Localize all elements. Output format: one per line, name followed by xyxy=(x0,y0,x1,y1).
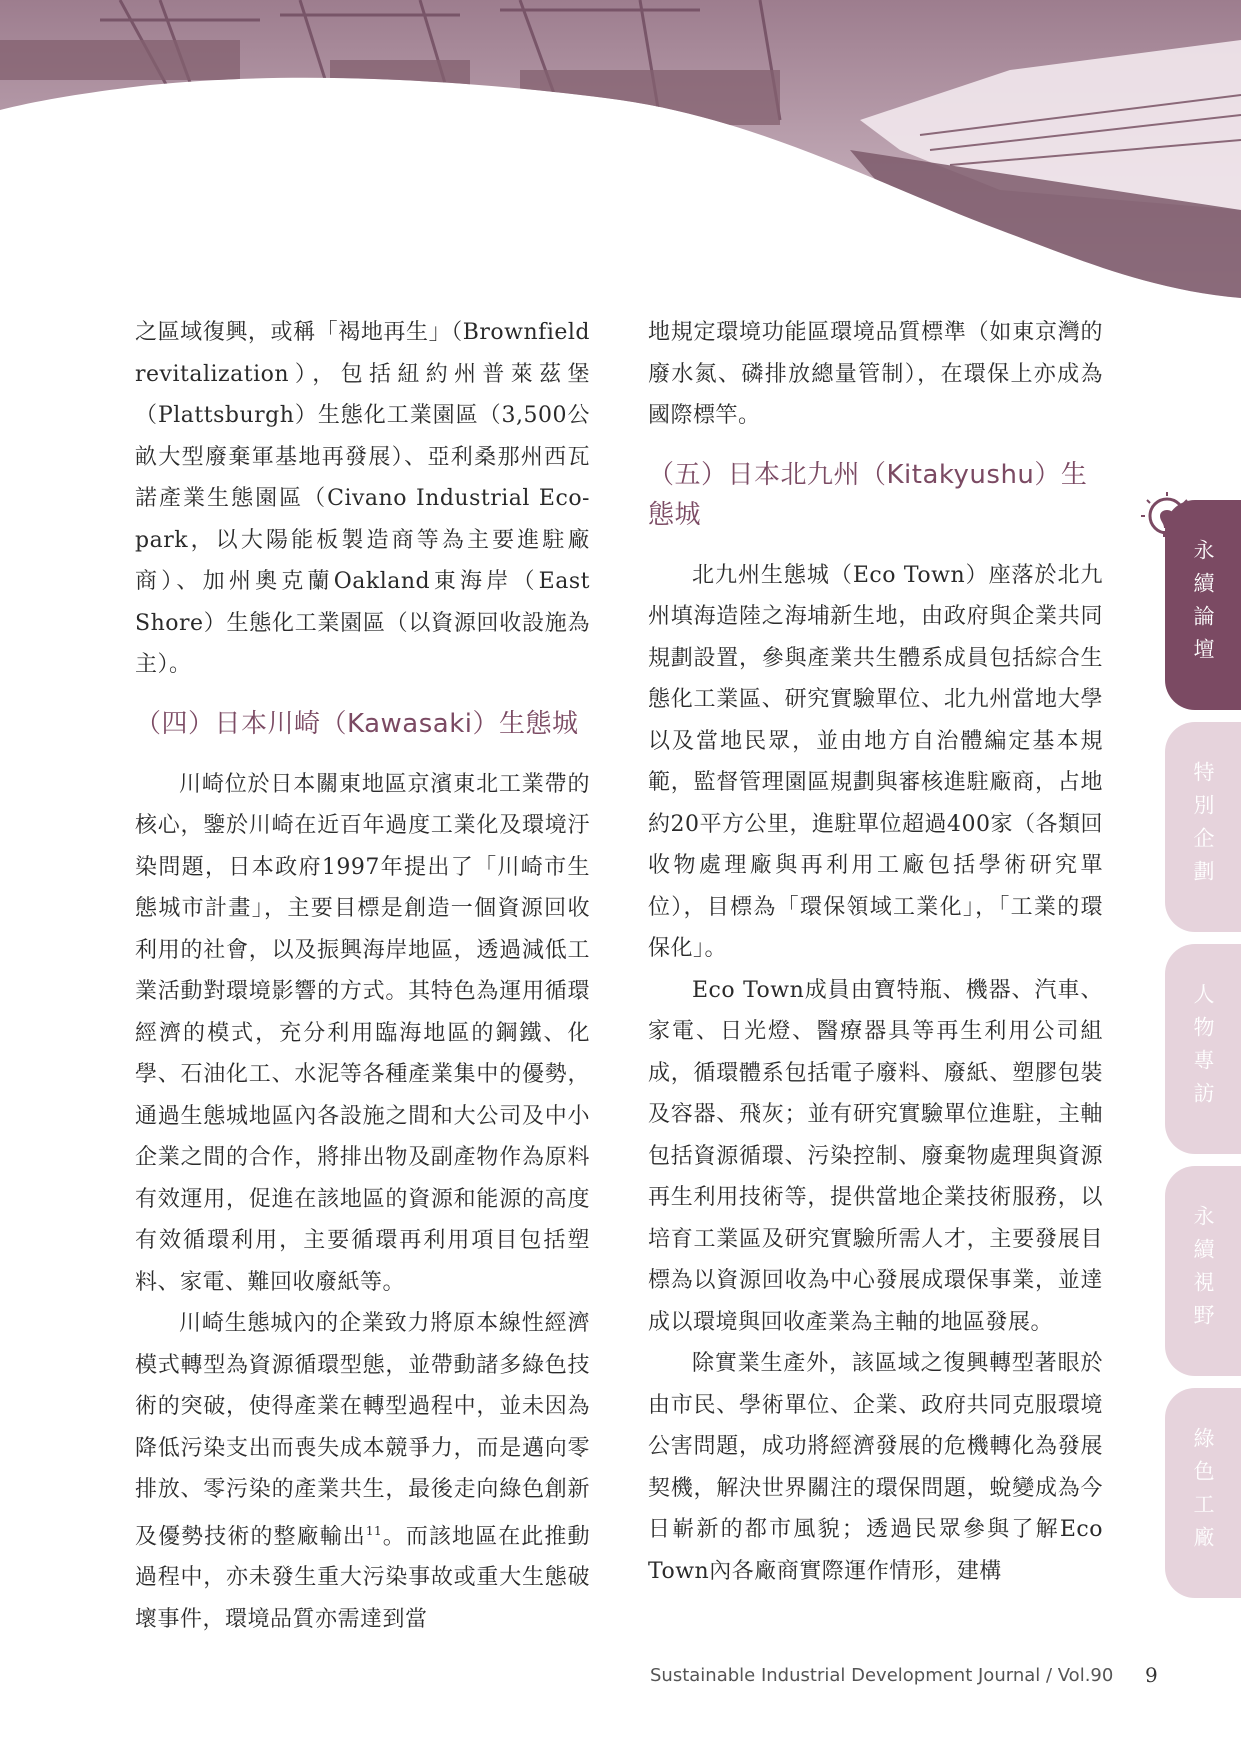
paragraph: 地規定環境功能區環境品質標準（如東京灣的廢水氮、磷排放總量管制），在環保上亦成為國際標竿。 xyxy=(648,320,1103,428)
tab-interview[interactable]: 人物專訪 xyxy=(1165,944,1241,1154)
tab-sustainability-vision[interactable]: 永續視野 xyxy=(1165,1166,1241,1376)
paragraph-text: 。而該地區在此推動過程中，亦未發生重大污染事故或重大生態破壞事件，環境品質亦需達到當 xyxy=(135,1523,590,1632)
tab-sustainability-forum[interactable]: 永續論壇 xyxy=(1165,500,1241,710)
page-number: 9 xyxy=(1145,1663,1158,1687)
header-banner-image xyxy=(0,0,1241,300)
paragraph: 北九州生態城（Eco Town）座落於北九州填海造陸之海埔新生地，由政府與企業共同規劃設置，參與產業共生體系成員包括綜合生態化工業區、研究實驗單位、北九州當地大學以及當地民眾，並由地方自治體編定基本規範，監督管理園區規劃與審核進駐廠商，占地約20平方公里，進駐單位超過400家（各類回收物處理廠與再利用工廠包括學術研究單位），目標為「環保領域工業化」，「工業的環保化」。 xyxy=(648,562,1103,961)
left-column xyxy=(135,312,590,1640)
paragraph: 除實業生產外，該區域之復興轉型著眼於由市民、學術單位、企業、政府共同克服環境公害問題，成功將經濟發展的危機轉化為發展契機，解決世界關注的環保問題，蛻變成為今日嶄新的都市風貌；透過民眾參與了解Eco Town內各廠商實際運作情形，建構 xyxy=(648,1351,1103,1584)
section-heading-kawasaki: （四）日本川崎（Kawasaki）生態城 xyxy=(135,708,579,739)
right-column xyxy=(648,312,1103,1592)
paragraph: 川崎位於日本關東地區京濱東北工業帶的核心，鑒於川崎在近百年過度工業化及環境汙染問題，日本政府1997年提出了「川崎市生態城市計畫」，主要目標是創造一個資源回收利用的社會，以及振興海岸地區，透過減低工業活動對環境影響的方式。其特色為運用循環經濟的模式，充分利用臨海地區的鋼鐵、化學、石油化工、水泥等各種產業集中的優勢，通過生態城地區內各設施之間和大公司及中小企業之間的合作，將排出物及副產物作為原料有效運用，促進在該地區的資源和能源的高度有效循環利用，主要循環再利用項目包括塑料、家電、難回收廢紙等。 xyxy=(135,771,590,1295)
section-heading-kitakyushu: （五）日本北九州（Kitakyushu）生態城 xyxy=(648,459,1088,530)
footnote-marker[interactable]: 11 xyxy=(365,1523,383,1538)
tab-special-feature[interactable]: 特別企劃 xyxy=(1165,722,1241,932)
paragraph: 之區域復興，或稱「褐地再生」（Brownfield revitalization），包括紐約州普萊茲堡（Plattsburgh）生態化工業園區（3,500公畝大型廢棄軍基地再發展）、亞利桑那州西瓦諾產業生態園區（Civano Industrial Eco-park，以大陽能板製造商等為主要進駐廠商）、加州奧克蘭Oakland東海岸（East Shore）生態化工業園區（以資源回收設施為主）。 xyxy=(135,320,590,677)
paragraph: Eco Town成員由寶特瓶、機器、汽車、家電、日光燈、醫療器具等再生利用公司組成，循環體系包括電子廢料、廢紙、塑膠包裝及容器、飛灰；並有研究實驗單位進駐，主軸包括資源循環、污染控制、廢棄物處理與資源再生利用技術等，提供當地企業技術服務，以培育工業區及研究實驗所需人才，主要發展目標為以資源回收為中心發展成環保事業，並達成以環境與回收產業為主軸的地區發展。 xyxy=(648,977,1103,1335)
tab-green-factory[interactable]: 綠色工廠 xyxy=(1165,1388,1241,1598)
paragraph xyxy=(135,1303,590,1640)
paragraph-text: 川崎生態城內的企業致力將原本線性經濟模式轉型為資源循環型態，並帶動諸多綠色技術的突破，使得產業在轉型過程中，並未因為降低污染支出而喪失成本競爭力，而是邁向零排放、零污染的產業共生，最後走向綠色創新及優勢技術的整廠輸出 xyxy=(135,1311,590,1549)
journal-footer: Sustainable Industrial Development Journal / Vol.90 xyxy=(650,1665,1114,1686)
